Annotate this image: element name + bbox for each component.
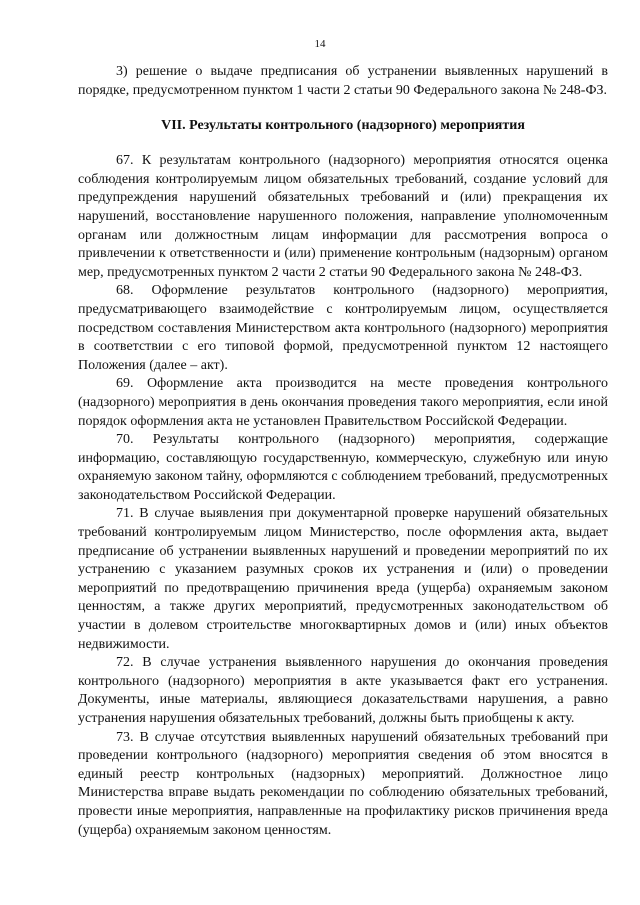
paragraph-72: 72. В случае устранения выявленного нарушения до окончания проведения контрольного (надзорного) мероприятия в акте указывается факт его устранения. Документы, иные материалы, являющиеся доказательствами нарушения, а равно устранения нарушения обязательных требований, должны быть приобщены к акту.	[78, 655, 608, 726]
intro-paragraph: 3) решение о выдаче предписания об устранении выявленных нарушений в порядке, предусмотренном пунктом 1 части 2 статьи 90 Федерального закона № 248-ФЗ.	[78, 64, 608, 98]
page-number: 14	[314, 38, 326, 50]
paragraph-70: 70. Результаты контрольного (надзорного) мероприятия, содержащие информацию, составляющую государственную, коммерческую, служебную или иную охраняемую законом тайну, оформляются с соблюдением требований, предусмотренных законодательством Российской Федерации.	[78, 432, 608, 503]
section-heading: VII. Результаты контрольного (надзорного) мероприятия	[161, 118, 525, 134]
paragraph-73: 73. В случае отсутствия выявленных нарушений обязательных требований при проведении контрольного (надзорного) мероприятия сведения об этом вносятся в единый реестр контрольных (надзорных) мероприятий. Должностное лицо Министерства вправе выдать рекомендации по соблюдению обязательных требований, провести иные мероприятия, направленные на профилактику рисков причинения вреда (ущерба) охраняемым законом ценностям.	[78, 729, 608, 838]
paragraph-69: 69. Оформление акта производится на месте проведения контрольного (надзорного) мероприятия в день окончания проведения такого мероприятия, если иной порядок оформления акта не установлен Правительством Российской Федерации.	[78, 376, 608, 429]
paragraph-67: 67. К результатам контрольного (надзорного) мероприятия относятся оценка соблюдения контролируемым лицом обязательных требований, создание условий для предупреждения нарушений обязательных требований и (или) прекращения их нарушений, восстановление нарушенного положения, направление уполномоченным органам или должностным лицам информации для рассмотрения вопроса о привлечении к ответственности и (или) применение контрольным (надзорным) органом мер, предусмотренных пунктом 2 части 2 статьи 90 Федерального закона № 248-ФЗ.	[78, 153, 608, 280]
document-body	[78, 63, 608, 840]
paragraph-71: 71. В случае выявления при документарной проверке нарушений обязательных требований контролируемым лицом Министерство, после оформления акта, выдает предписание об устранении выявленных нарушений и проведении мероприятий по их устранению с указанием разумных сроков их устранения и (или) о проведении мероприятий по предотвращению причинения вреда (ущерба) охраняемым законом ценностям, а также других мероприятий, предусмотренных законодательством об участии в долевом строительстве многоквартирных домов и (или) иных объектов недвижимости.	[78, 506, 608, 652]
paragraph-68: 68. Оформление результатов контрольного (надзорного) мероприятия, предусматривающего взаимодействие с контролируемым лицом, осуществляется посредством составления Министерством акта контрольного (надзорного) мероприятия в соответствии с его типовой формой, предусмотренной пунктом 12 настоящего Положения (далее – акт).	[78, 283, 608, 373]
